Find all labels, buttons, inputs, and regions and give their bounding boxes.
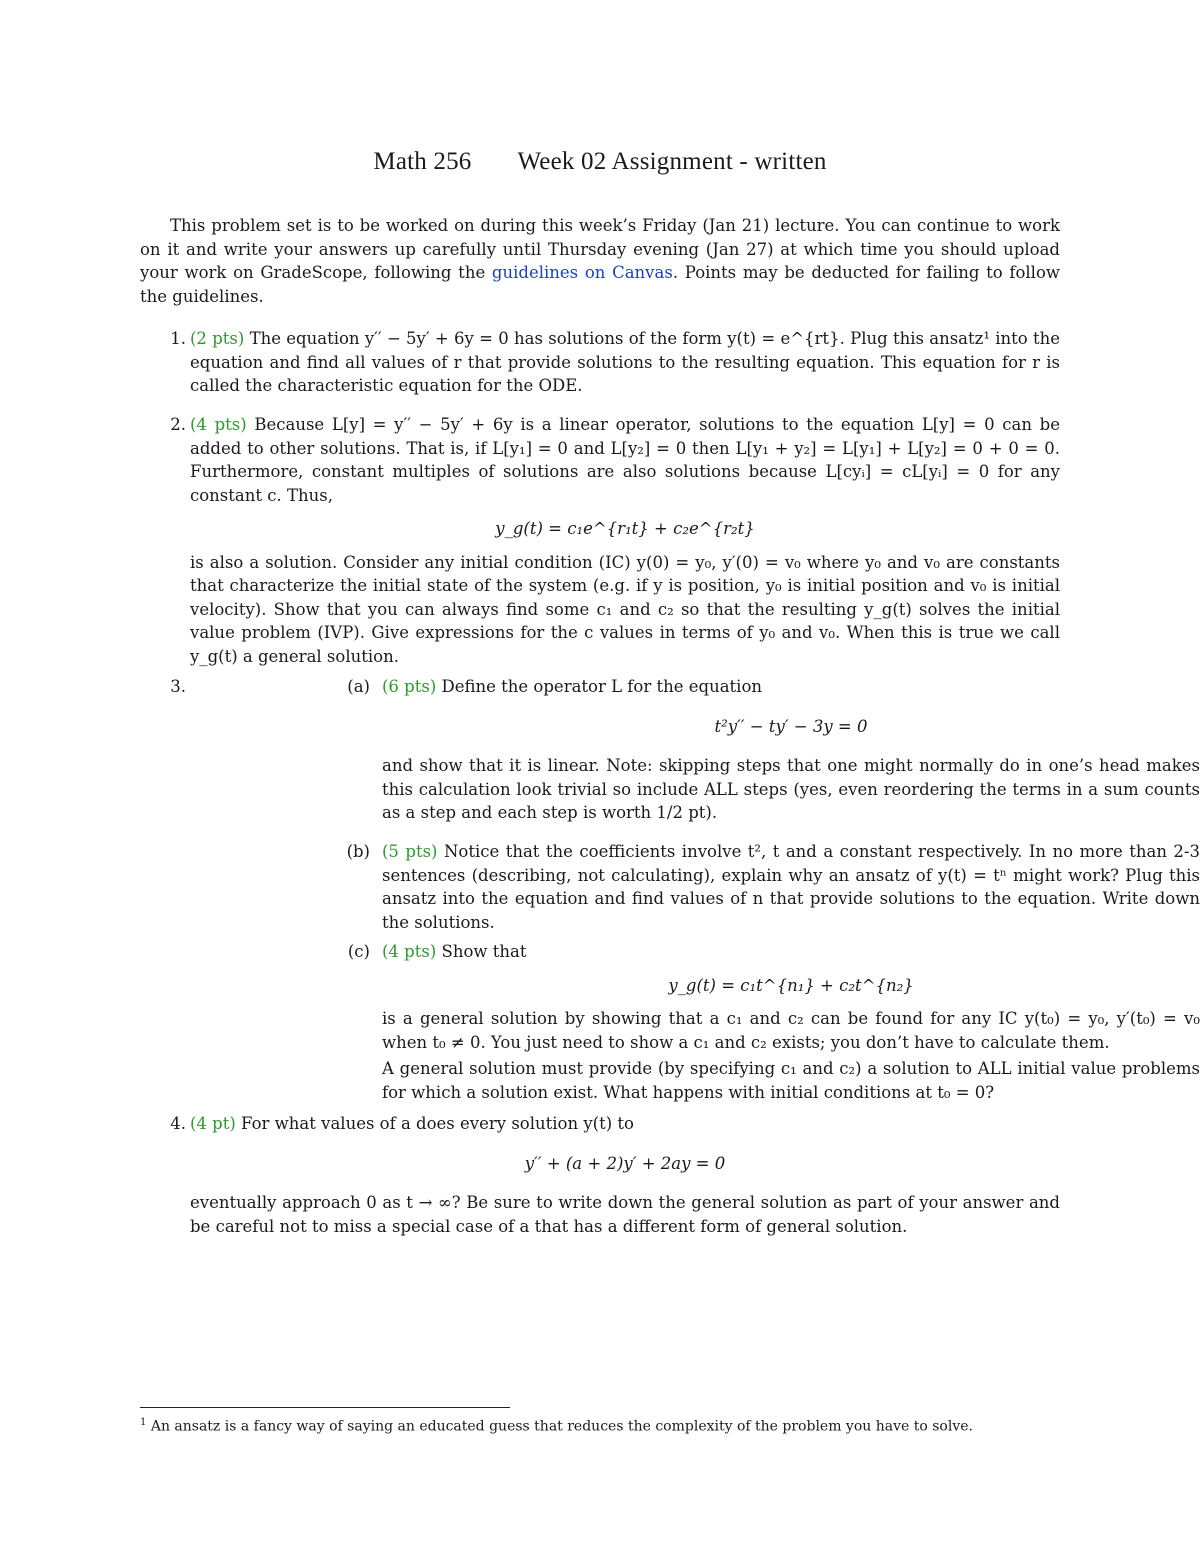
points-label: (6 pts) xyxy=(382,677,437,696)
assignment-title: Week 02 Assignment - written xyxy=(517,148,827,175)
problem-2 xyxy=(140,413,1060,668)
intro-paragraph xyxy=(140,214,1060,308)
problem-3b xyxy=(330,840,1200,934)
part-text-continued: is a general solution by showing that a c₁ and c₂ can be found for any IC y(t₀) = y₀, y′(t₀) = v₀ when t₀ ≠ 0. You just need to show a c₁ and c₂ exists; you don’t have to calculate them. xyxy=(382,1009,1200,1052)
part-text: Notice that the coefficients involve t², t and a constant respectively. In no more than 2-3 sentences (describing, not calculating), explain why an ansatz of y(t) = tⁿ might work? Plug this ansatz into the equation and find values of n that provide solutions to the equation. Write down the solutions. xyxy=(382,842,1200,932)
general-solution-equation: y_g(t) = c₁e^{r₁t} + c₂e^{r₂t} xyxy=(495,519,755,538)
part-text: Define the operator L for the equation xyxy=(436,677,763,696)
footnote-text: An ansatz is a fancy way of saying an educated guess that reduces the complexity of the problem you have to solve. xyxy=(150,1418,973,1435)
problem-text-continued: eventually approach 0 as t → ∞? Be sure to write down the general solution as part of your answer and be careful not to miss a special case of a that has a different form of general solution. xyxy=(190,1193,1060,1236)
equation-3c: y_g(t) = c₁t^{n₁} + c₂t^{n₂} xyxy=(668,975,914,995)
problem-text: Because L[y] = y′′ − 5y′ + 6y is a linear operator, solutions to the equation L[y] = 0 can be added to other solutions. That is, if L[y₁] = 0 and L[y₂] = 0 then L[y₁ + y₂] = L[y₁] + L[y₂] = 0 + 0 = 0. Furthermore, constant multiples of solutions are also solutions because L[cyᵢ] = cL[yᵢ] = 0 for any constant c. Thus, xyxy=(190,415,1061,505)
problem-number: 3. xyxy=(170,677,186,696)
intro-text-after: . Points may be deducted for failing to follow the guidelines. xyxy=(140,263,1060,306)
points-label: (4 pts) xyxy=(382,942,437,961)
equation-4: y′′ + (a + 2)y′ + 2ay = 0 xyxy=(524,1153,726,1173)
guidelines-link[interactable]: guidelines on Canvas xyxy=(491,263,673,282)
problem-number: 2. xyxy=(170,415,186,434)
points-label: (2 pts) xyxy=(190,329,245,348)
points-label: (4 pt) xyxy=(190,1114,236,1133)
problem-text: The equation y′′ − 5y′ + 6y = 0 has solutions of the form y(t) = e^{rt}. Plug this ansatz¹ into the equation and find all values of r that provide solutions to the resulting equation. This equation for r is called the characteristic equation for the ODE. xyxy=(190,329,1061,395)
footnote xyxy=(140,1413,1060,1437)
problem-text-continued: is also a solution. Consider any initial condition (IC) y(0) = y₀, y′(0) = v₀ where y₀ and v₀ are constants that characterize the initial state of the system (e.g. if y is position, y₀ is initial position and v₀ is initial velocity). Show that you can always find some c₁ and c₂ so that the resulting y_g(t) solves the initial value problem (IVP). Give expressions for the c values in terms of y₀ and v₀. When this is true we call y_g(t) a general solution. xyxy=(190,552,1060,666)
part-text: Show that xyxy=(436,942,527,961)
problem-number: 1. xyxy=(170,329,186,348)
equation-3a: t²y′′ − ty′ − 3y = 0 xyxy=(714,716,868,736)
part-label: (c) xyxy=(347,942,370,961)
points-label: (5 pts) xyxy=(382,842,438,861)
footnote-mark: 1 xyxy=(140,1417,147,1428)
points-label: (4 pts) xyxy=(190,415,247,434)
problem-number: 4. xyxy=(170,1114,186,1133)
part-label: (b) xyxy=(346,842,370,861)
part-label: (a) xyxy=(347,677,370,696)
problem-3a xyxy=(330,675,1200,825)
problem-1 xyxy=(140,327,1060,398)
footnote-rule xyxy=(140,1407,510,1408)
page-title xyxy=(140,150,1060,174)
intro-text-before: This problem set is to be worked on during this week’s Friday (Jan 21) lecture. You can continue to work on it and write your answers up carefully until Thursday evening (Jan 27) at which time you should upload your work on GradeScope, following the xyxy=(140,216,1060,282)
course-title: Math 256 xyxy=(373,148,472,175)
problem-3c xyxy=(330,940,1200,1104)
problem-4 xyxy=(140,1112,1060,1238)
part-text-continued-2: A general solution must provide (by specifying c₁ and c₂) a solution to ALL initial value problems for which a solution exist. What happens with initial conditions at t₀ = 0? xyxy=(382,1059,1200,1102)
problem-text: For what values of a does every solution y(t) to xyxy=(235,1114,634,1133)
part-text-continued: and show that it is linear. Note: skipping steps that one might normally do in one’s head makes this calculation look trivial so include ALL steps (yes, even reordering the terms in a sum counts as a step and each step is worth 1/2 pt). xyxy=(382,756,1200,822)
